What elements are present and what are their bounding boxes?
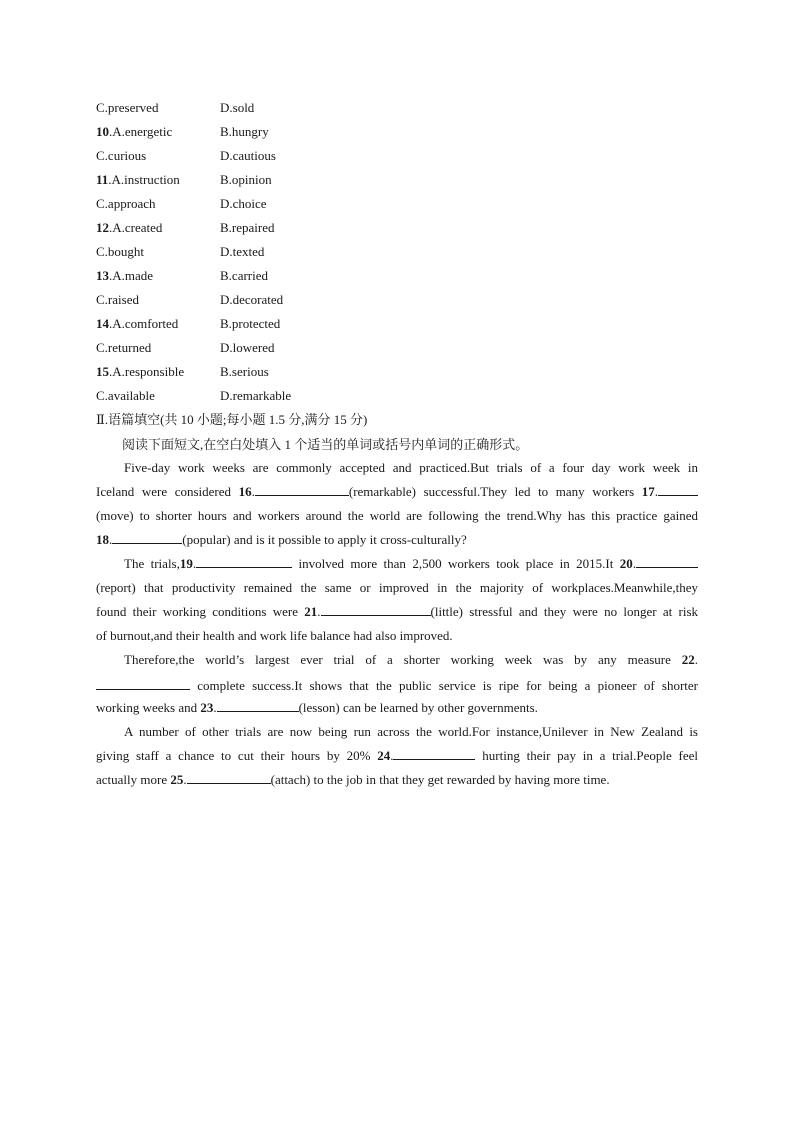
option-a: 13.A.made [96, 268, 154, 283]
blank-number: 21 [304, 604, 318, 619]
option-a: C.raised [96, 292, 139, 307]
option-a: 14.A.comforted [96, 316, 179, 331]
passage-line: Five-day work weeks are commonly accepted and practiced.But trials of a four day work week in [124, 460, 698, 475]
answer-blank-18[interactable] [112, 529, 182, 544]
blank-number: 20 [619, 556, 633, 571]
answer-blank-19[interactable] [196, 553, 292, 568]
option-b: D.cautious [220, 148, 276, 163]
blank-number: 16 [238, 484, 252, 499]
option-a: 11.A.instruction [96, 172, 180, 187]
passage-line: (report) that productivity remained the same or improved in the majority of workplaces.Meanwhile,they [96, 580, 698, 595]
option-a: C.bought [96, 244, 145, 259]
option-a: 12.A.created [96, 220, 163, 235]
option-a: C.approach [96, 196, 156, 211]
answer-blank-21[interactable] [321, 601, 431, 616]
option-b: B.protected [220, 316, 281, 331]
passage-line: complete success.It shows that the public service is ripe for being a pioneer of shorter [96, 674, 698, 698]
passage-line: 18. (popular) and is it possible to apply it cross-culturally? [96, 528, 698, 552]
passage-line: actually more 25. (attach) to the job in that they get rewarded by having more time. [96, 768, 698, 792]
passage-line: of burnout,and their health and work life balance had also improved. [96, 628, 453, 643]
option-b: B.serious [220, 364, 269, 379]
option-b: B.repaired [220, 220, 275, 235]
option-a: C.returned [96, 340, 152, 355]
blank-number: 22 [681, 652, 695, 667]
passage-line: Therefore,the world’s largest ever trial of a shorter working week was by any measure 22. [124, 652, 698, 667]
option-b: B.hungry [220, 124, 269, 139]
section-title: Ⅱ.语篇填空(共 10 小题;每小题 1.5 分,满分 15 分) [96, 412, 368, 427]
option-b: D.lowered [220, 340, 275, 355]
option-b: D.texted [220, 244, 265, 259]
option-b: B.carried [220, 268, 269, 283]
option-b: B.opinion [220, 172, 272, 187]
blank-number: 23 [200, 700, 214, 715]
answer-blank-16[interactable] [255, 481, 349, 496]
option-b: D.sold [220, 100, 255, 115]
answer-blank-22[interactable] [96, 675, 190, 690]
section-instruction: 阅读下面短文,在空白处填入 1 个适当的单词或括号内单词的正确形式。 [122, 437, 529, 452]
option-a: 15.A.responsible [96, 364, 185, 379]
answer-blank-24[interactable] [393, 745, 475, 760]
passage-line: Iceland were considered 16. (remarkable) successful.They led to many workers 17. [96, 480, 698, 504]
option-b: D.remarkable [220, 388, 292, 403]
passage-line: working weeks and 23. (lesson) can be learned by other governments. [96, 696, 698, 720]
option-a: 10.A.energetic [96, 124, 173, 139]
option-a: C.available [96, 388, 155, 403]
passage-line: The trials,19. involved more than 2,500 workers took place in 2015.It 20. [124, 552, 698, 576]
blank-number: 24 [377, 748, 391, 763]
option-a: C.curious [96, 148, 147, 163]
blank-number: 19 [179, 556, 193, 571]
answer-blank-20[interactable] [636, 553, 698, 568]
passage-line: found their working conditions were 21. (little) stressful and they were no longer at risk [96, 600, 698, 624]
answer-blank-23[interactable] [217, 697, 299, 712]
blank-number: 18 [96, 532, 109, 547]
blank-number: 25 [170, 772, 184, 787]
answer-blank-25[interactable] [187, 769, 271, 784]
option-a: C.preserved [96, 100, 159, 115]
passage-line: giving staff a chance to cut their hours by 20% 24. hurting their pay in a trial.People feel [96, 744, 698, 768]
answer-blank-17[interactable] [658, 481, 698, 496]
blank-number: 17 [641, 484, 655, 499]
passage-line: (move) to shorter hours and workers around the world are following the trend.Why has this practice gained [96, 508, 698, 523]
option-b: D.decorated [220, 292, 284, 307]
passage-line: A number of other trials are now being run across the world.For instance,Unilever in New Zealand is [124, 724, 698, 739]
option-b: D.choice [220, 196, 267, 211]
